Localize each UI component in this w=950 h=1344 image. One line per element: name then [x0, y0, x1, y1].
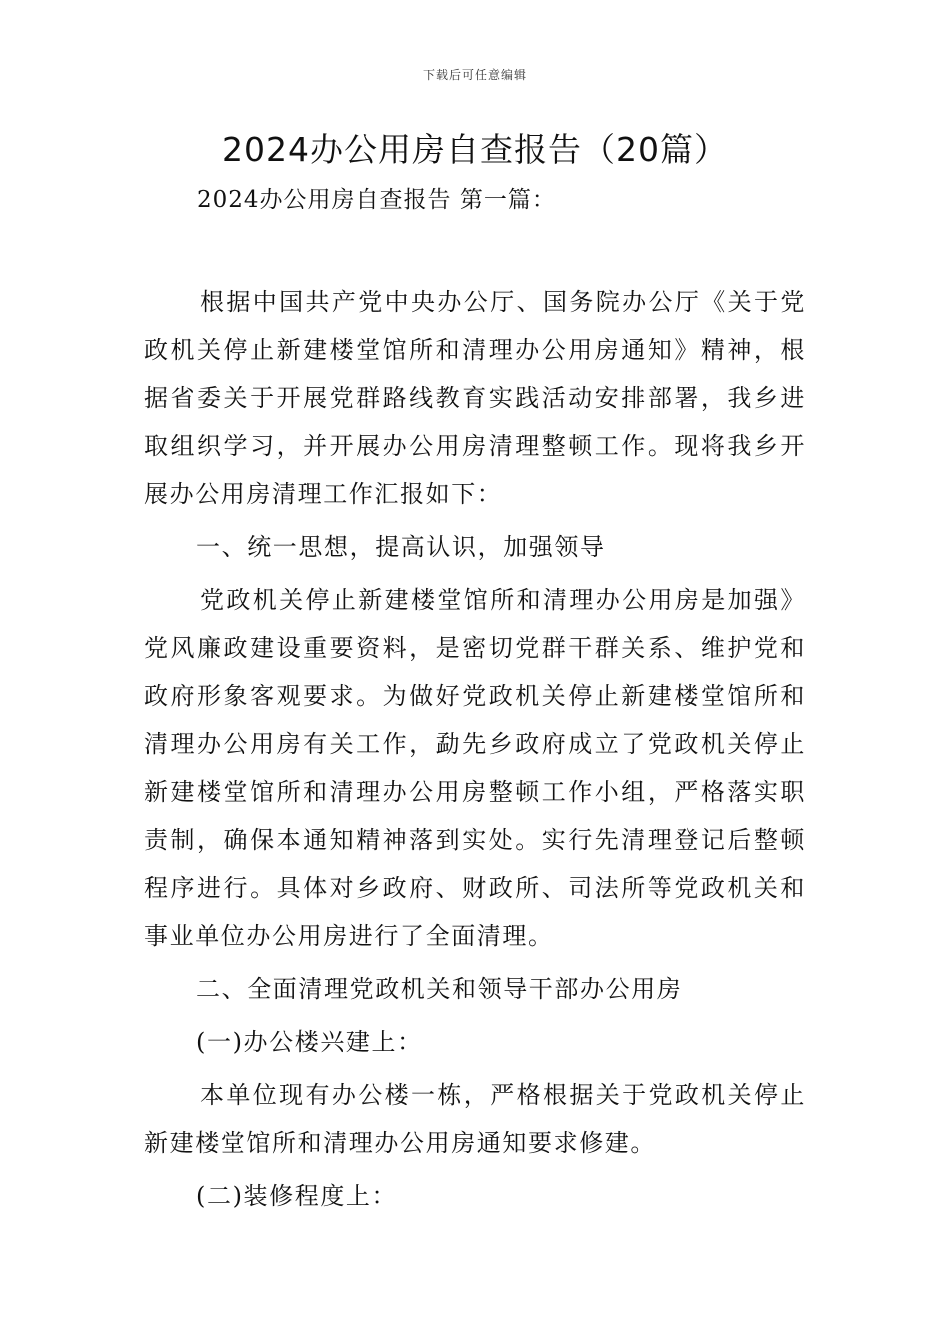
subsection-heading-2: (二)装修程度上：	[196, 1182, 398, 1210]
header-note: 下载后可任意编辑	[422, 68, 527, 82]
document-subtitle: 2024办公用房自查报告 第一篇：	[197, 187, 556, 213]
paragraph-subsection-1: 本单位现有办公楼一栋，严格根据关于党政机关停止新建楼堂馆所和清理办公用房通知要求修建。	[144, 1081, 806, 1157]
paragraph-intro: 根据中国共产党中央办公厅、国务院办公厅《关于党政机关停止新建楼堂馆所和清理办公用房通知》精神，根据省委关于开展党群路线教育实践活动安排部署，我乡进取组织学习，并开展办公用房清理整顿工作。现将我乡开展办公用房清理工作汇报如下：	[144, 288, 806, 508]
section-heading-2: 二、全面清理党政机关和领导干部办公用房	[196, 975, 683, 1003]
subsection-heading-1: (一)办公楼兴建上：	[196, 1028, 423, 1056]
document-body	[144, 278, 806, 1225]
section-heading-1: 一、统一思想，提高认识，加强领导	[196, 533, 606, 561]
paragraph-section-1: 党政机关停止新建楼堂馆所和清理办公用房是加强》党风廉政建设重要资料，是密切党群干群关系、维护党和政府形象客观要求。为做好党政机关停止新建楼堂馆所和清理办公用房有关工作，勐先乡政府成立了党政机关停止新建楼堂馆所和清理办公用房整顿工作小组，严格落实职责制，确保本通知精神落到实处。实行先清理登记后整顿程序进行。具体对乡政府、财政所、司法所等党政机关和事业单位办公用房进行了全面清理。	[144, 586, 806, 950]
document-title: 2024办公用房自查报告（20篇）	[222, 130, 728, 169]
